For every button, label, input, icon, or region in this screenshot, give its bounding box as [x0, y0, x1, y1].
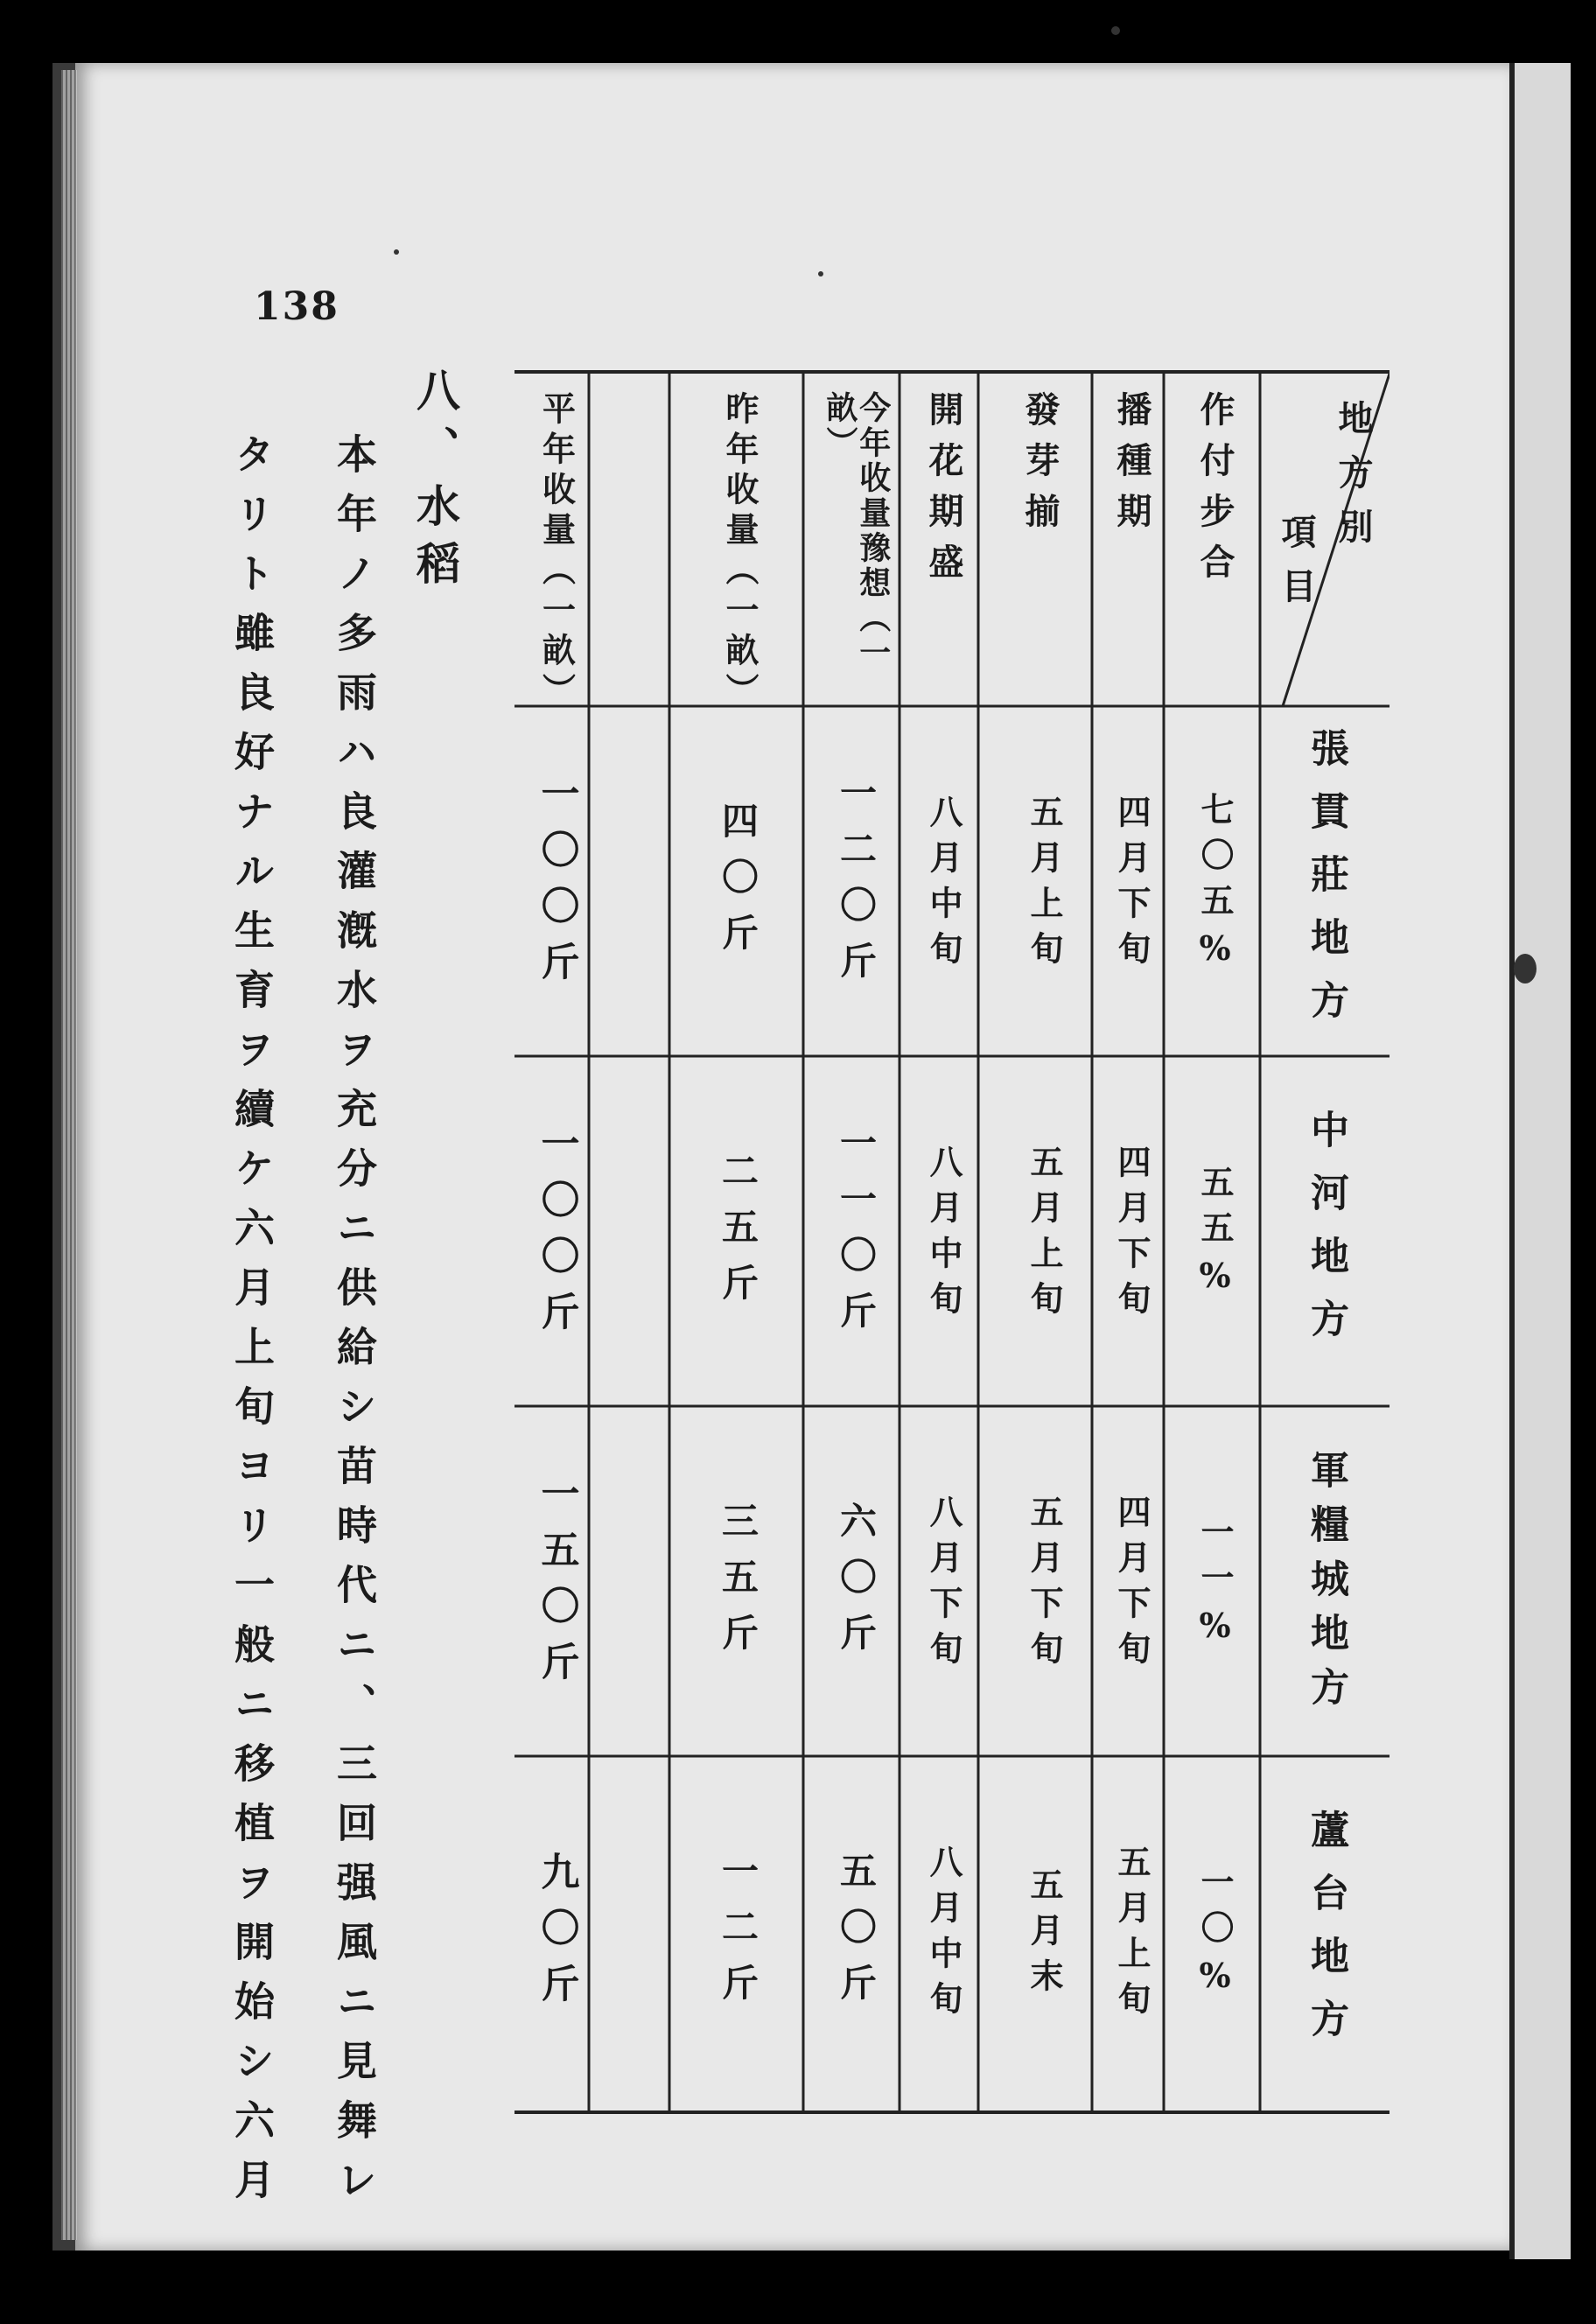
corner-header-item: 項目 — [1276, 514, 1317, 622]
table-cell: 八月下旬 — [924, 1494, 963, 1676]
page-number: 138 — [254, 284, 340, 329]
col-header-sowing-period: 播種期 — [1111, 391, 1152, 543]
table-cell: 一一〇斤 — [835, 1124, 878, 1348]
facing-page-edge — [1509, 63, 1571, 2259]
table-cell: 四月下旬 — [1112, 1144, 1152, 1326]
table-cell: 一一% — [1195, 1514, 1235, 1657]
table-cell: 一二〇斤 — [835, 774, 878, 998]
col-header-expected-yield: 今年收量豫想（一畝） — [822, 391, 892, 671]
page-edge — [61, 70, 77, 2240]
region-junliangcheng: 軍糧城地方 — [1304, 1450, 1348, 1721]
col-header-flowering: 開花期盛 — [923, 391, 964, 594]
table-cell: 二五斤 — [717, 1152, 760, 1320]
table-cell: 一〇〇斤 — [534, 1124, 579, 1348]
scan-speck — [1514, 954, 1536, 984]
table-cell: 四月下旬 — [1112, 794, 1152, 976]
region-lutai: 蘆台地方 — [1304, 1810, 1348, 2062]
table-cell: 八月中旬 — [924, 794, 963, 976]
table-cell: 五五% — [1195, 1164, 1235, 1307]
table-cell: 四〇斤 — [717, 802, 760, 970]
scan-speck — [818, 271, 823, 276]
table-cell: 九〇斤 — [534, 1852, 579, 2020]
col-header-last-year-yield: 昨年收量（一畝） — [719, 391, 760, 713]
table-cell: 五月下旬 — [1025, 1494, 1064, 1676]
body-line-2: タリト雖良好ナル生育ヲ續ケ六月上旬ヨリ一般ニ移植ヲ開始シ六月 — [228, 433, 276, 2218]
scan-speck — [394, 249, 399, 255]
table-cell: 八月中旬 — [924, 1844, 963, 2026]
table-cell: 四月下旬 — [1112, 1494, 1152, 1676]
table-cell: 一〇〇斤 — [534, 774, 579, 998]
table-cell: 六〇斤 — [835, 1502, 878, 1670]
table-cell: 一五〇斤 — [534, 1474, 579, 1698]
scan-speck — [1111, 26, 1120, 35]
region-zhonghe: 中河地方 — [1304, 1110, 1348, 1362]
table-cell: 七〇五% — [1195, 791, 1235, 980]
col-header-planting-ratio: 作付步合 — [1194, 391, 1236, 594]
col-header-average-yield: 平年收量（一畝） — [536, 391, 577, 713]
table-cell: 八月中旬 — [924, 1144, 963, 1326]
region-zhangguanzhuang: 張貫莊地方 — [1304, 728, 1348, 1043]
table-cell: 五月上旬 — [1025, 1144, 1064, 1326]
body-line-1: 本年ノ多雨ハ良灌漑水ヲ充分ニ供給シ苗時代ニ、三回强風ニ見舞レ — [331, 433, 378, 2218]
table-cell: 三五斤 — [717, 1502, 760, 1670]
rice-crop-table — [514, 370, 1390, 2114]
col-header-germination: 發芽揃 — [1019, 391, 1060, 543]
table-cell: 一〇% — [1195, 1864, 1235, 2007]
table-cell: 五月上旬 — [1112, 1844, 1152, 2026]
corner-header-region: 地方別 — [1333, 400, 1374, 563]
table-cell: 五〇斤 — [835, 1852, 878, 2020]
table-cell: 五月末 — [1025, 1867, 1064, 2004]
section-heading: 八、水稻 — [410, 368, 461, 598]
table-cell: 五月上旬 — [1025, 794, 1064, 976]
table-cell: 一二斤 — [717, 1852, 760, 2020]
